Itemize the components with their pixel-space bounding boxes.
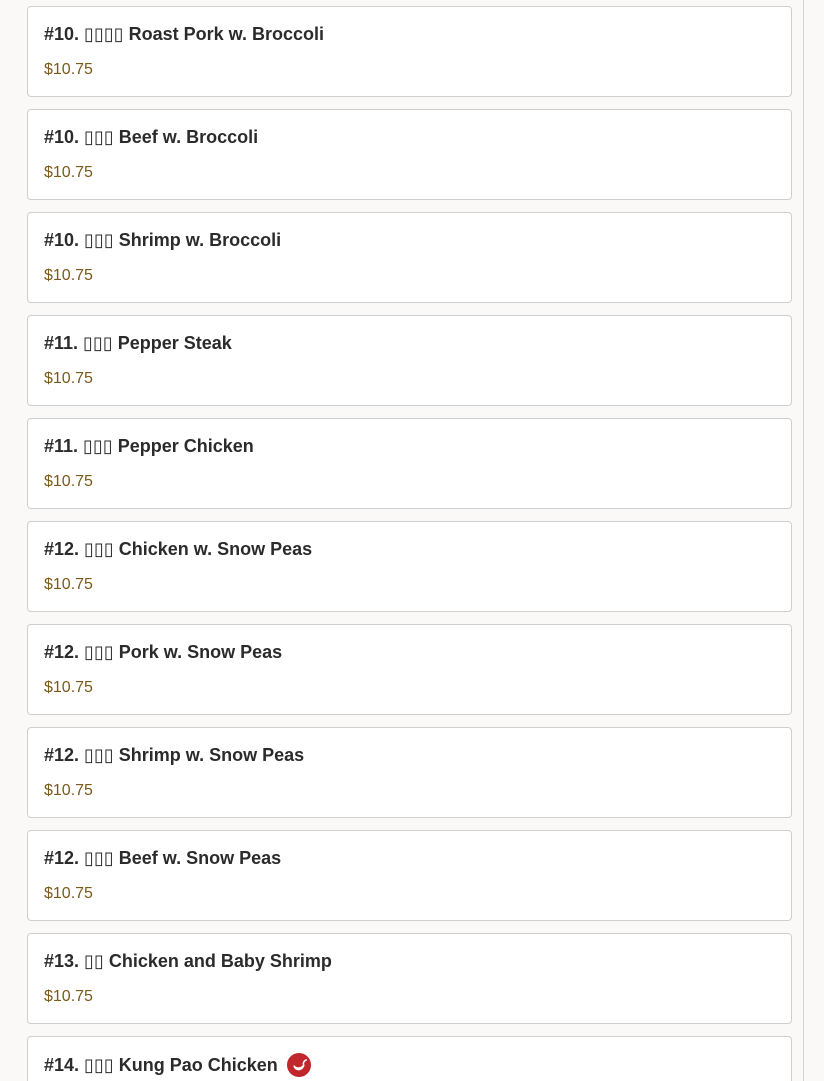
item-price: $10.75 bbox=[44, 164, 93, 181]
menu-item[interactable] bbox=[27, 521, 792, 612]
item-price: $10.75 bbox=[44, 370, 93, 387]
item-name: #12. ▯▯▯ Beef w. Snow Peas bbox=[44, 848, 282, 868]
menu-item[interactable] bbox=[27, 109, 792, 200]
menu-item[interactable] bbox=[27, 1036, 792, 1081]
menu-item[interactable] bbox=[27, 212, 792, 303]
item-name: #10. ▯▯▯▯ Roast Pork w. Broccoli bbox=[44, 24, 325, 44]
menu-item[interactable] bbox=[27, 624, 792, 715]
item-name: #12. ▯▯▯ Shrimp w. Snow Peas bbox=[44, 745, 305, 765]
item-name: #12. ▯▯▯ Pork w. Snow Peas bbox=[44, 642, 283, 662]
item-name: #11. ▯▯▯ Pepper Chicken bbox=[44, 436, 254, 456]
item-price: $10.75 bbox=[44, 473, 93, 490]
item-price: $10.75 bbox=[44, 61, 93, 78]
item-price: $10.75 bbox=[44, 576, 93, 593]
item-name: #10. ▯▯▯ Shrimp w. Broccoli bbox=[44, 230, 282, 250]
content-divider bbox=[803, 0, 804, 1081]
item-price: $10.75 bbox=[44, 267, 93, 284]
item-name: #14. ▯▯▯ Kung Pao Chicken bbox=[44, 1053, 311, 1077]
menu-item[interactable] bbox=[27, 6, 792, 97]
menu-item-list bbox=[27, 6, 792, 1081]
item-name: #13. ▯▯ Chicken and Baby Shrimp bbox=[44, 951, 332, 971]
item-price: $10.75 bbox=[44, 782, 93, 799]
menu-item[interactable] bbox=[27, 830, 792, 921]
chili-pepper-icon bbox=[287, 1053, 311, 1077]
item-name: #11. ▯▯▯ Pepper Steak bbox=[44, 333, 232, 353]
item-name: #10. ▯▯▯ Beef w. Broccoli bbox=[44, 127, 259, 147]
item-price: $10.75 bbox=[44, 988, 93, 1005]
menu-item[interactable] bbox=[27, 418, 792, 509]
item-name: #12. ▯▯▯ Chicken w. Snow Peas bbox=[44, 539, 313, 559]
menu-item[interactable] bbox=[27, 315, 792, 406]
menu-item[interactable] bbox=[27, 727, 792, 818]
item-price: $10.75 bbox=[44, 885, 93, 902]
menu-item[interactable] bbox=[27, 933, 792, 1024]
item-price: $10.75 bbox=[44, 679, 93, 696]
